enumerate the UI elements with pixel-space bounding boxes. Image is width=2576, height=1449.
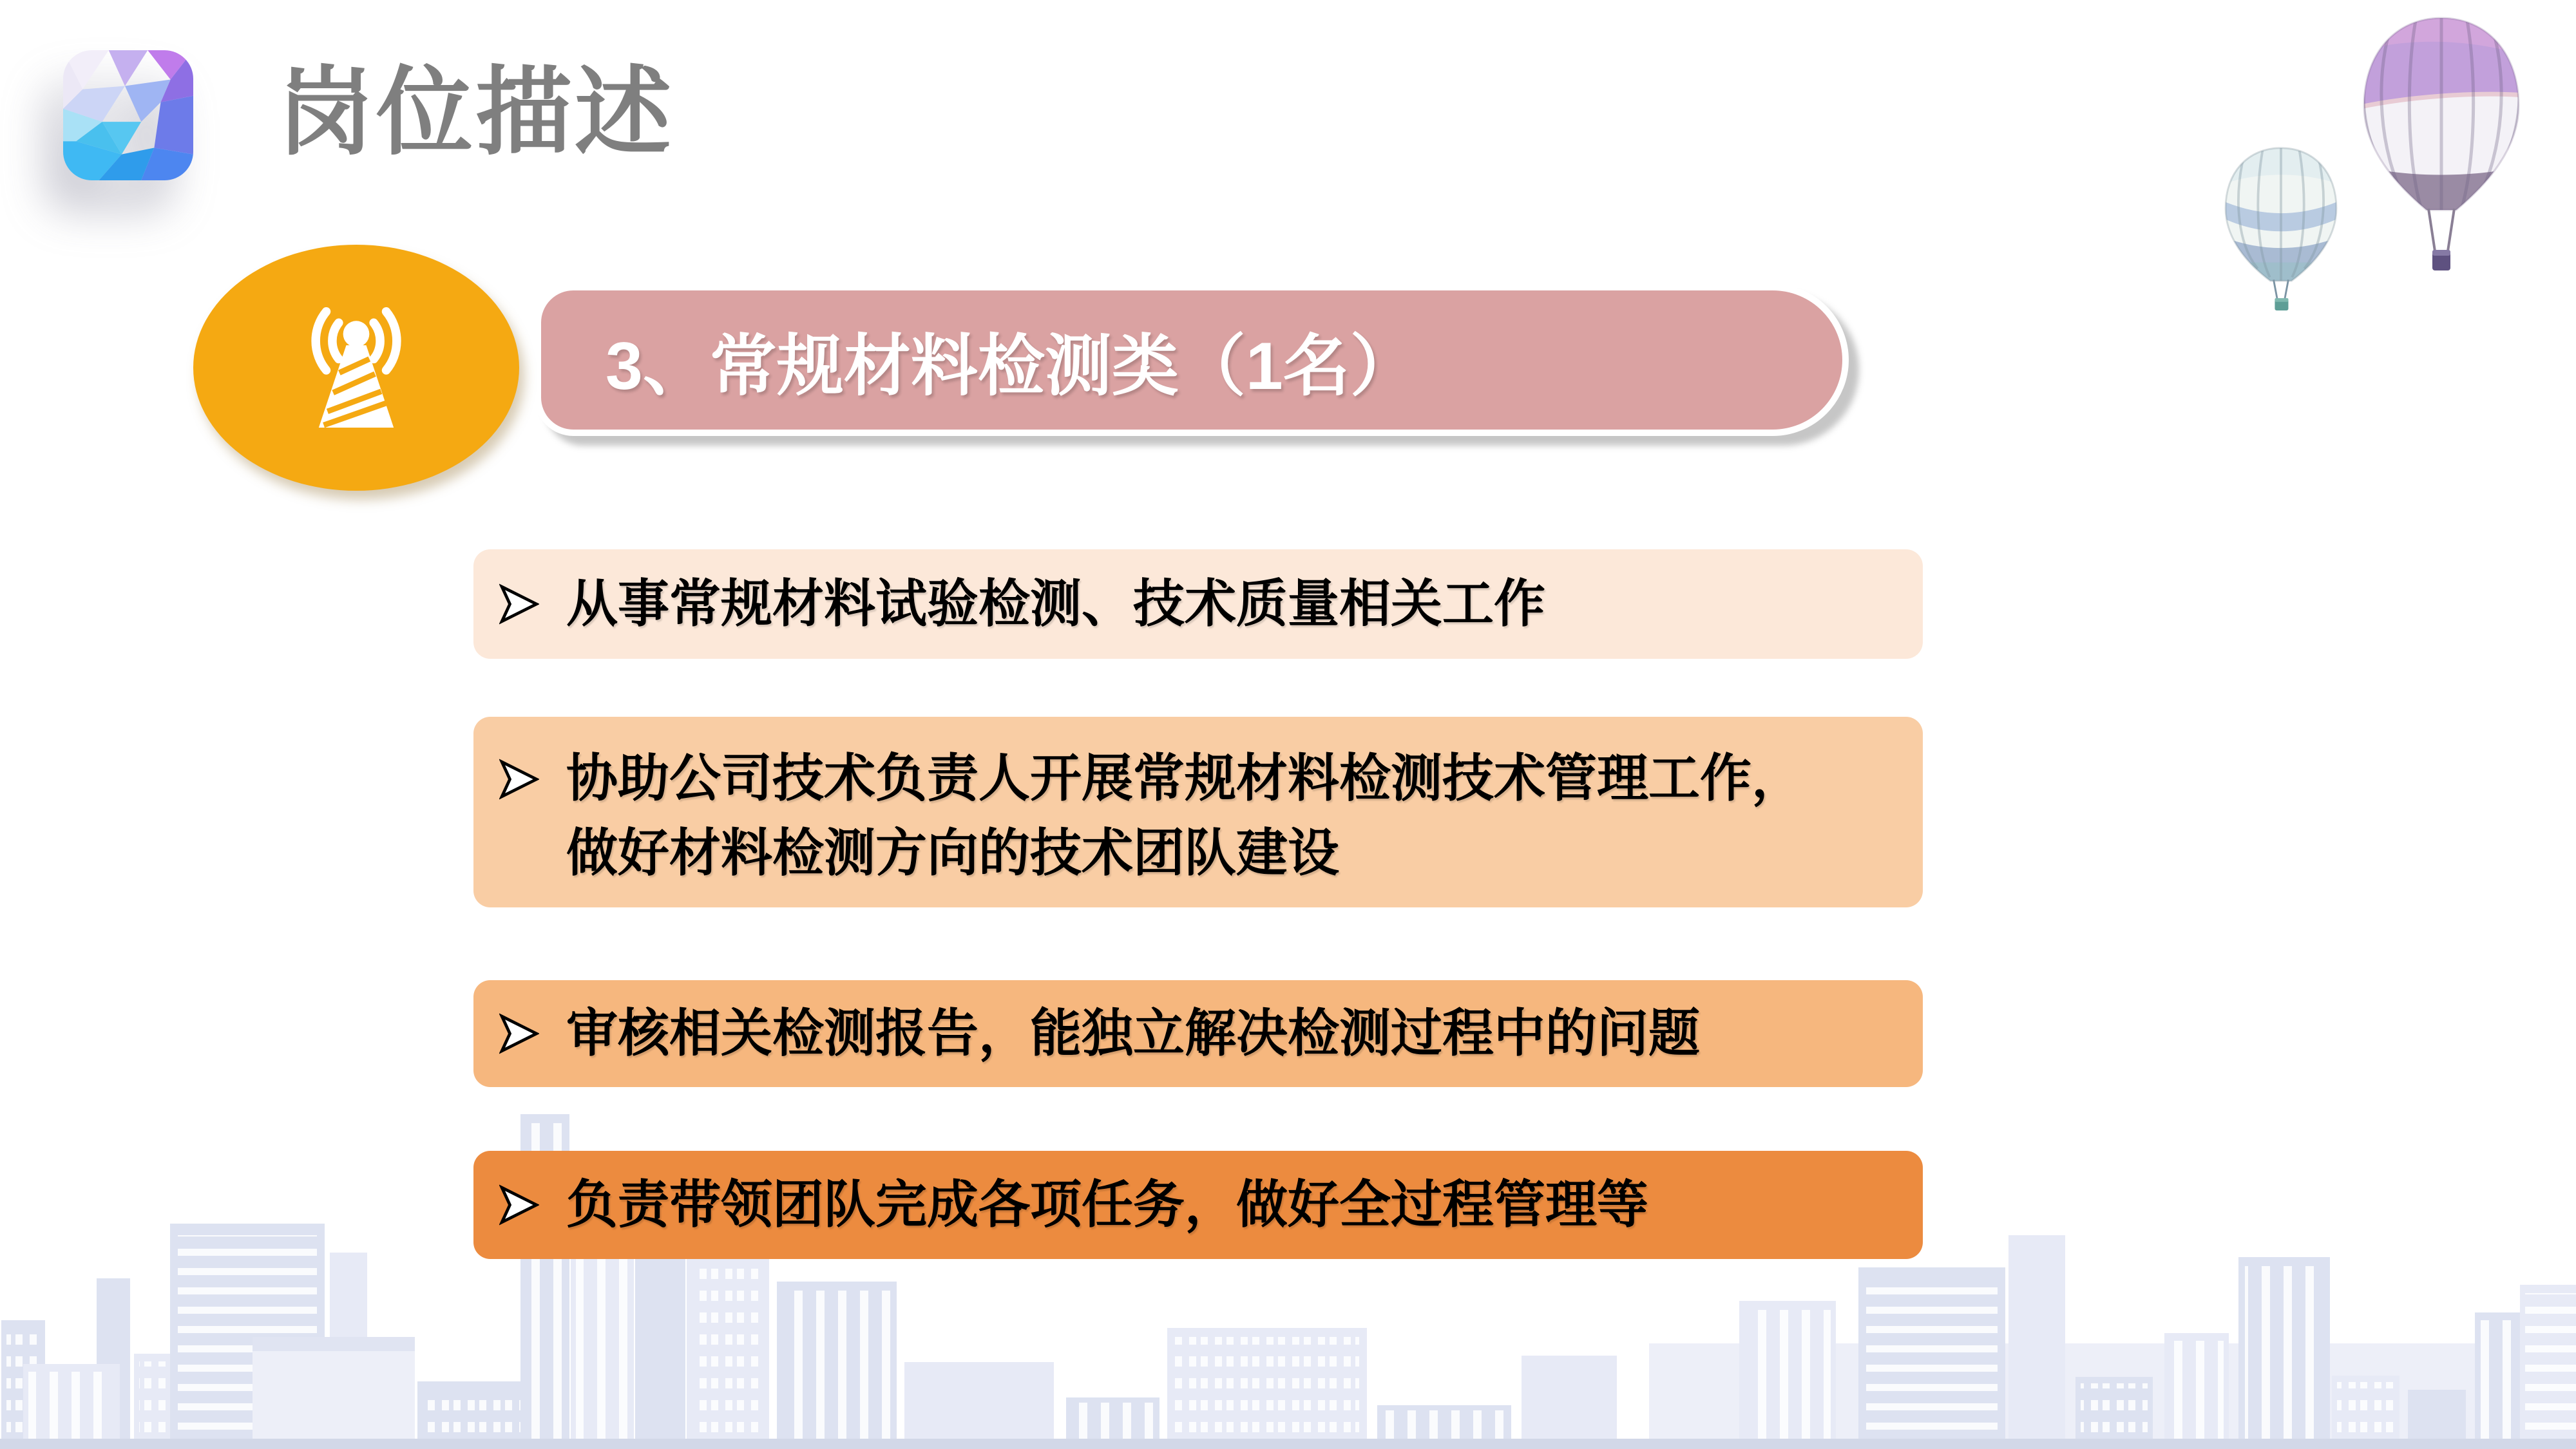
section-banner (535, 284, 1849, 436)
page-title: 岗位描述 (277, 58, 674, 166)
arrowhead-bullet-icon (499, 757, 539, 801)
bullet-line: 负责带领团队完成各项任务，做好全过程管理等 (566, 1176, 1648, 1233)
section-banner-label: 3、常规材料检测类（1名） (606, 329, 1417, 404)
bullet-card-2 (473, 717, 1923, 907)
hot-air-balloon-small-icon (2209, 146, 2352, 312)
bullet-text (566, 741, 1803, 891)
low-poly-gem-icon (63, 50, 193, 180)
hot-air-balloon-large-icon (2342, 14, 2541, 285)
arrowhead-bullet-icon (499, 582, 539, 626)
radio-tower-icon (275, 287, 437, 449)
bullet-card-3 (473, 980, 1923, 1087)
bullet-line: 做好材料检测方向的技术团队建设 (566, 824, 1339, 882)
bullet-text (566, 1168, 1648, 1242)
bullet-line: 协助公司技术负责人开展常规材料检测技术管理工作， (566, 750, 1803, 807)
bullet-card-1 (473, 549, 1923, 659)
bullet-line: 审核相关检测报告，能独立解决检测过程中的问题 (566, 1005, 1700, 1062)
bullet-line: 从事常规材料试验检测、技术质量相关工作 (566, 575, 1545, 632)
city-skyline-background (0, 1088, 2576, 1449)
arrowhead-bullet-icon (499, 1183, 539, 1227)
bullet-text (566, 996, 1700, 1071)
bullet-text (566, 567, 1545, 641)
bullet-card-4 (473, 1151, 1923, 1259)
radio-tower-badge (193, 245, 519, 491)
arrowhead-bullet-icon (499, 1012, 539, 1056)
